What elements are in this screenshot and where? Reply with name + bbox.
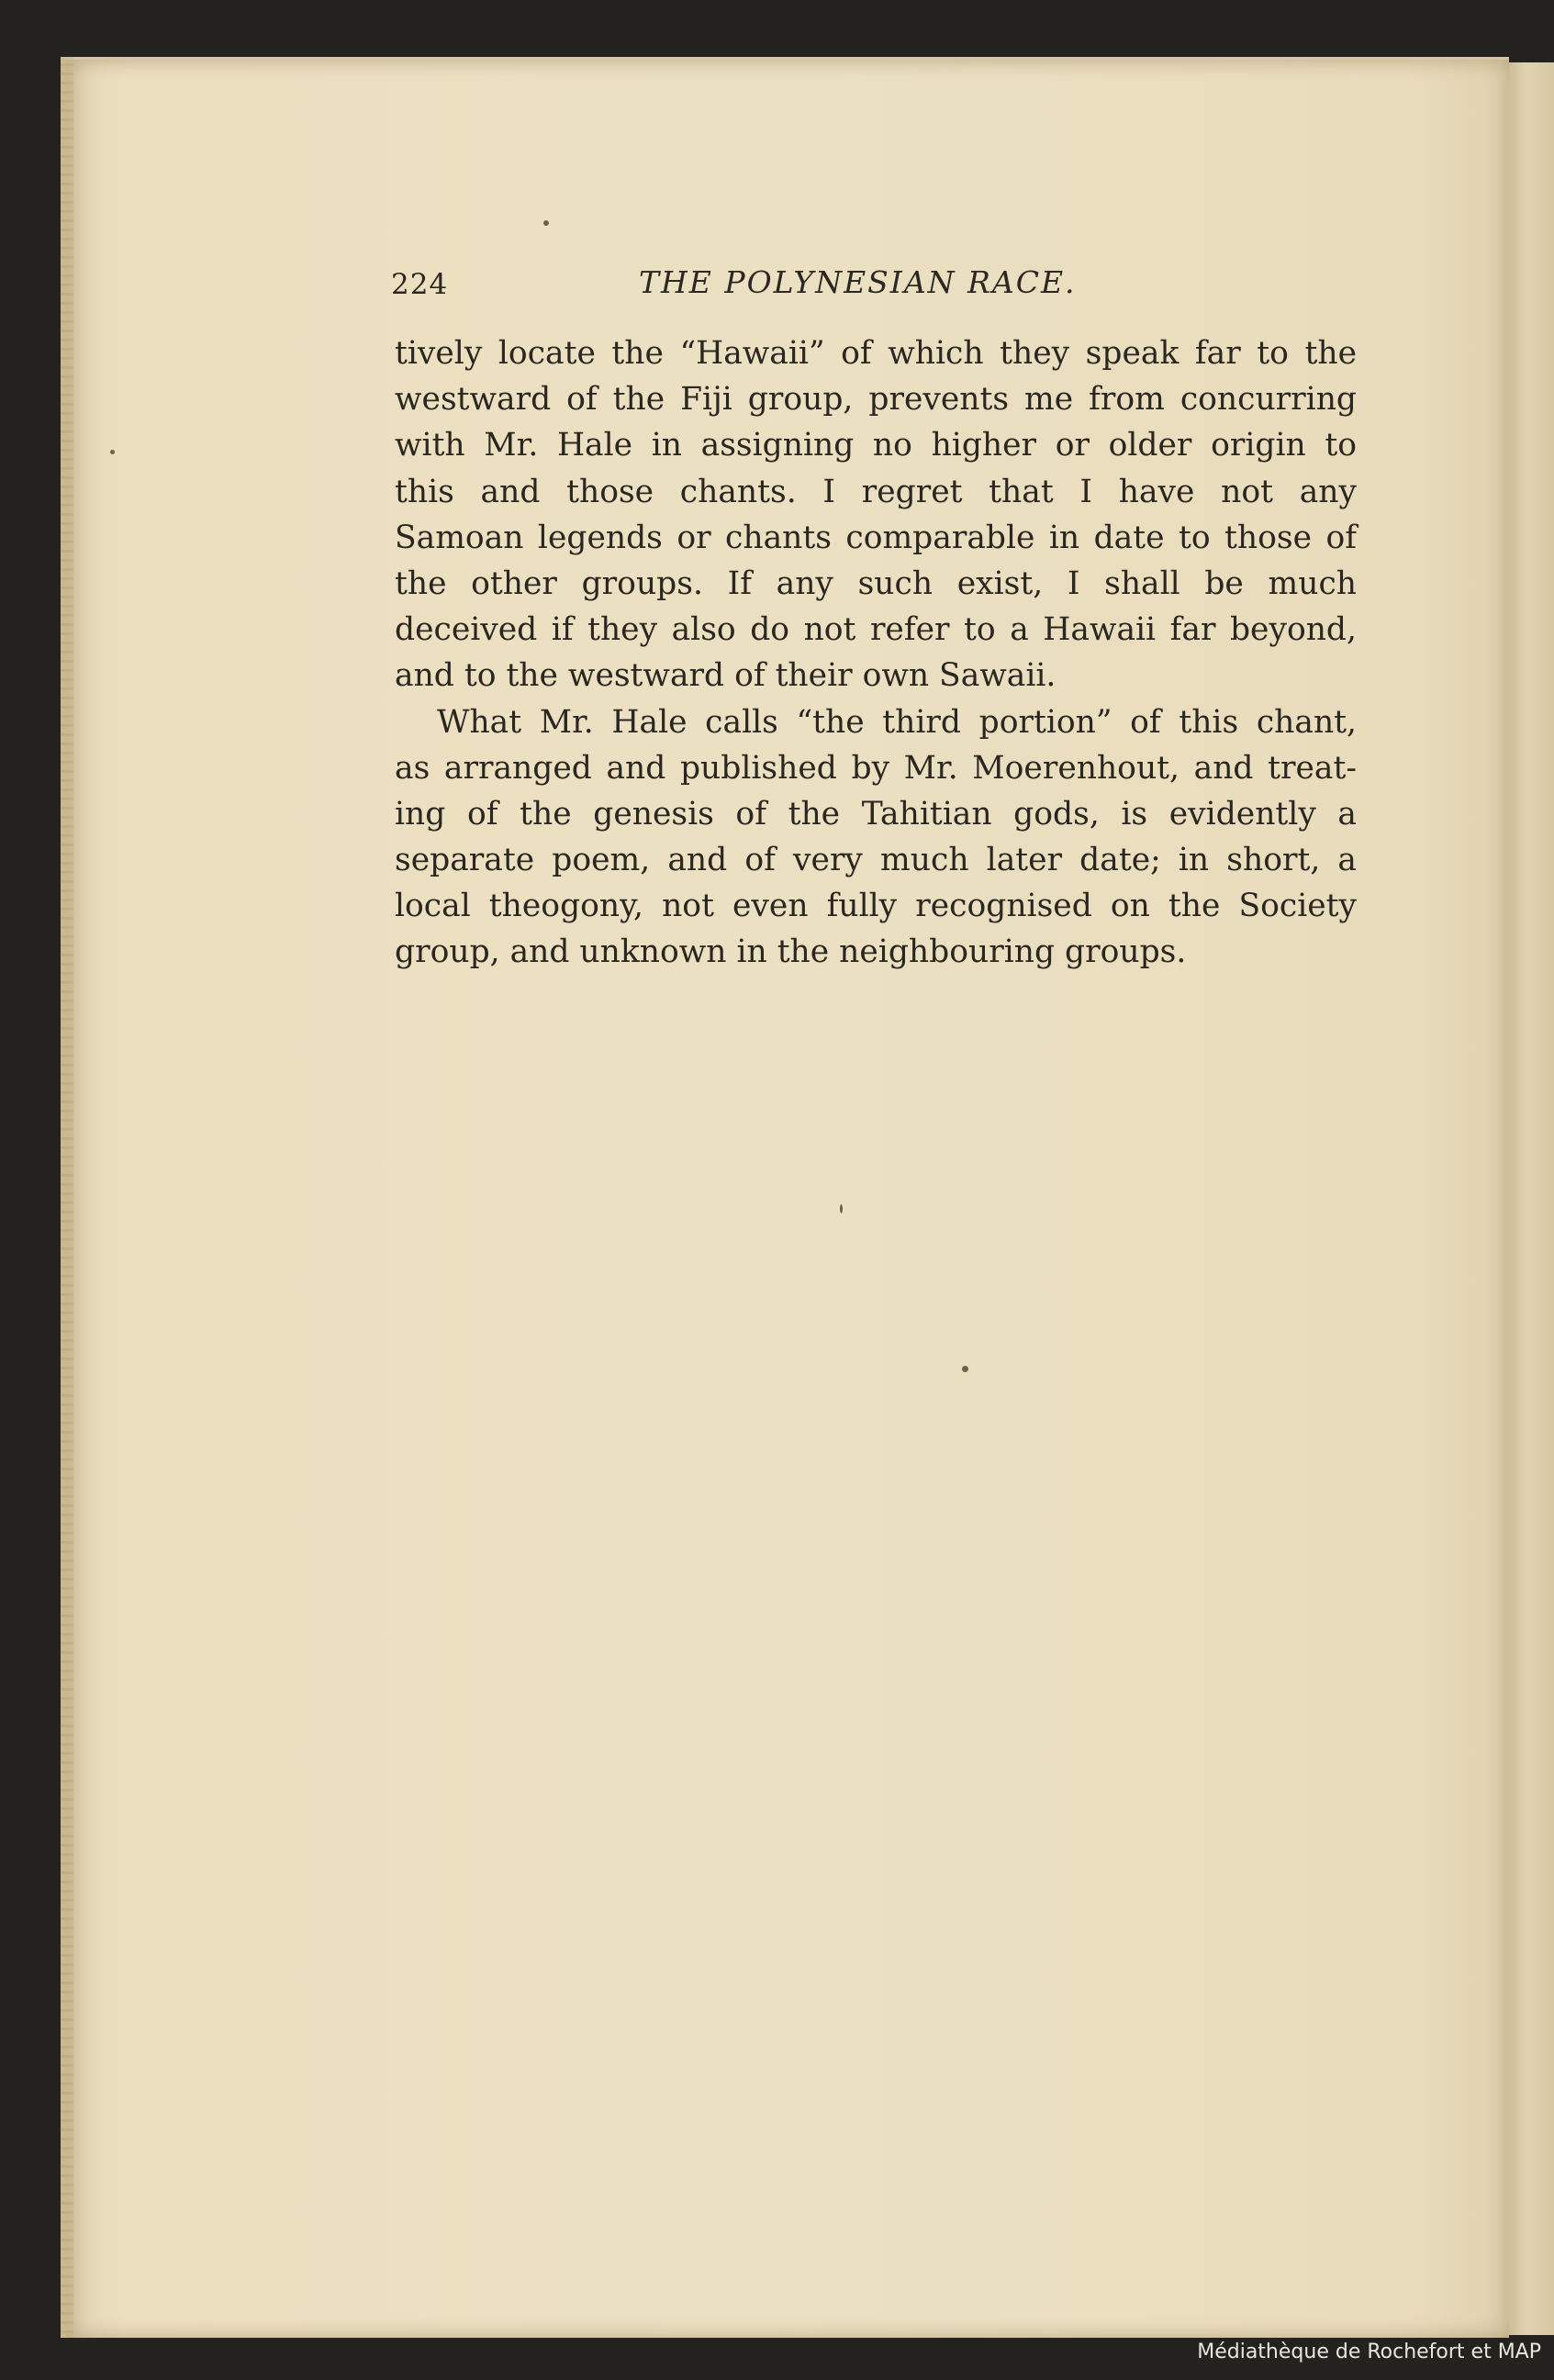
text-line: ing of the genesis of the Tahitian gods, is evidently a xyxy=(395,795,1357,832)
text-line: separate poem, and of very much later date; in short, a xyxy=(395,842,1357,879)
body-text xyxy=(395,330,1357,976)
text-line: the other groups. If any such exist, I shall be much xyxy=(395,564,1357,602)
text-line: and to the westward of their own Sawaii. xyxy=(395,657,1056,695)
text-line: What Mr. Hale calls “the third portion” of this chant, xyxy=(437,703,1357,741)
text-line: deceived if they also do not refer to a Hawaii far beyond, xyxy=(395,611,1357,649)
text-line: with Mr. Hale in assigning no higher or older origin to xyxy=(395,427,1357,464)
paper-speck xyxy=(962,1366,968,1372)
watermark: Médiathèque de Rochefort et MAP xyxy=(1197,2341,1541,2363)
running-title: THE POLYNESIAN RACE. xyxy=(639,264,1077,300)
paper-speck xyxy=(840,1204,843,1213)
text-line: local theogony, not even fully recognised on the Society xyxy=(395,888,1357,925)
text-line: tively locate the “Hawaii” of which they speak far to the xyxy=(395,335,1357,372)
page-header xyxy=(391,264,1355,305)
paper-speck xyxy=(543,220,549,226)
text-line: group, and unknown in the neighbouring groups. xyxy=(395,933,1187,971)
binding-edge xyxy=(61,57,73,2335)
facing-page-edge xyxy=(1504,62,1554,2335)
text-line: Samoan legends or chants comparable in date to those of xyxy=(395,519,1357,556)
paragraph xyxy=(395,330,1357,699)
text-line: this and those chants. I regret that I have not any xyxy=(395,473,1357,510)
paragraph xyxy=(395,699,1357,976)
text-line: westward of the Fiji group, prevents me from concurring xyxy=(395,381,1357,419)
text-line: as arranged and published by Mr. Moerenhout, and treat- xyxy=(395,749,1357,787)
paper-speck xyxy=(110,450,115,454)
page-number: 224 xyxy=(391,268,449,301)
